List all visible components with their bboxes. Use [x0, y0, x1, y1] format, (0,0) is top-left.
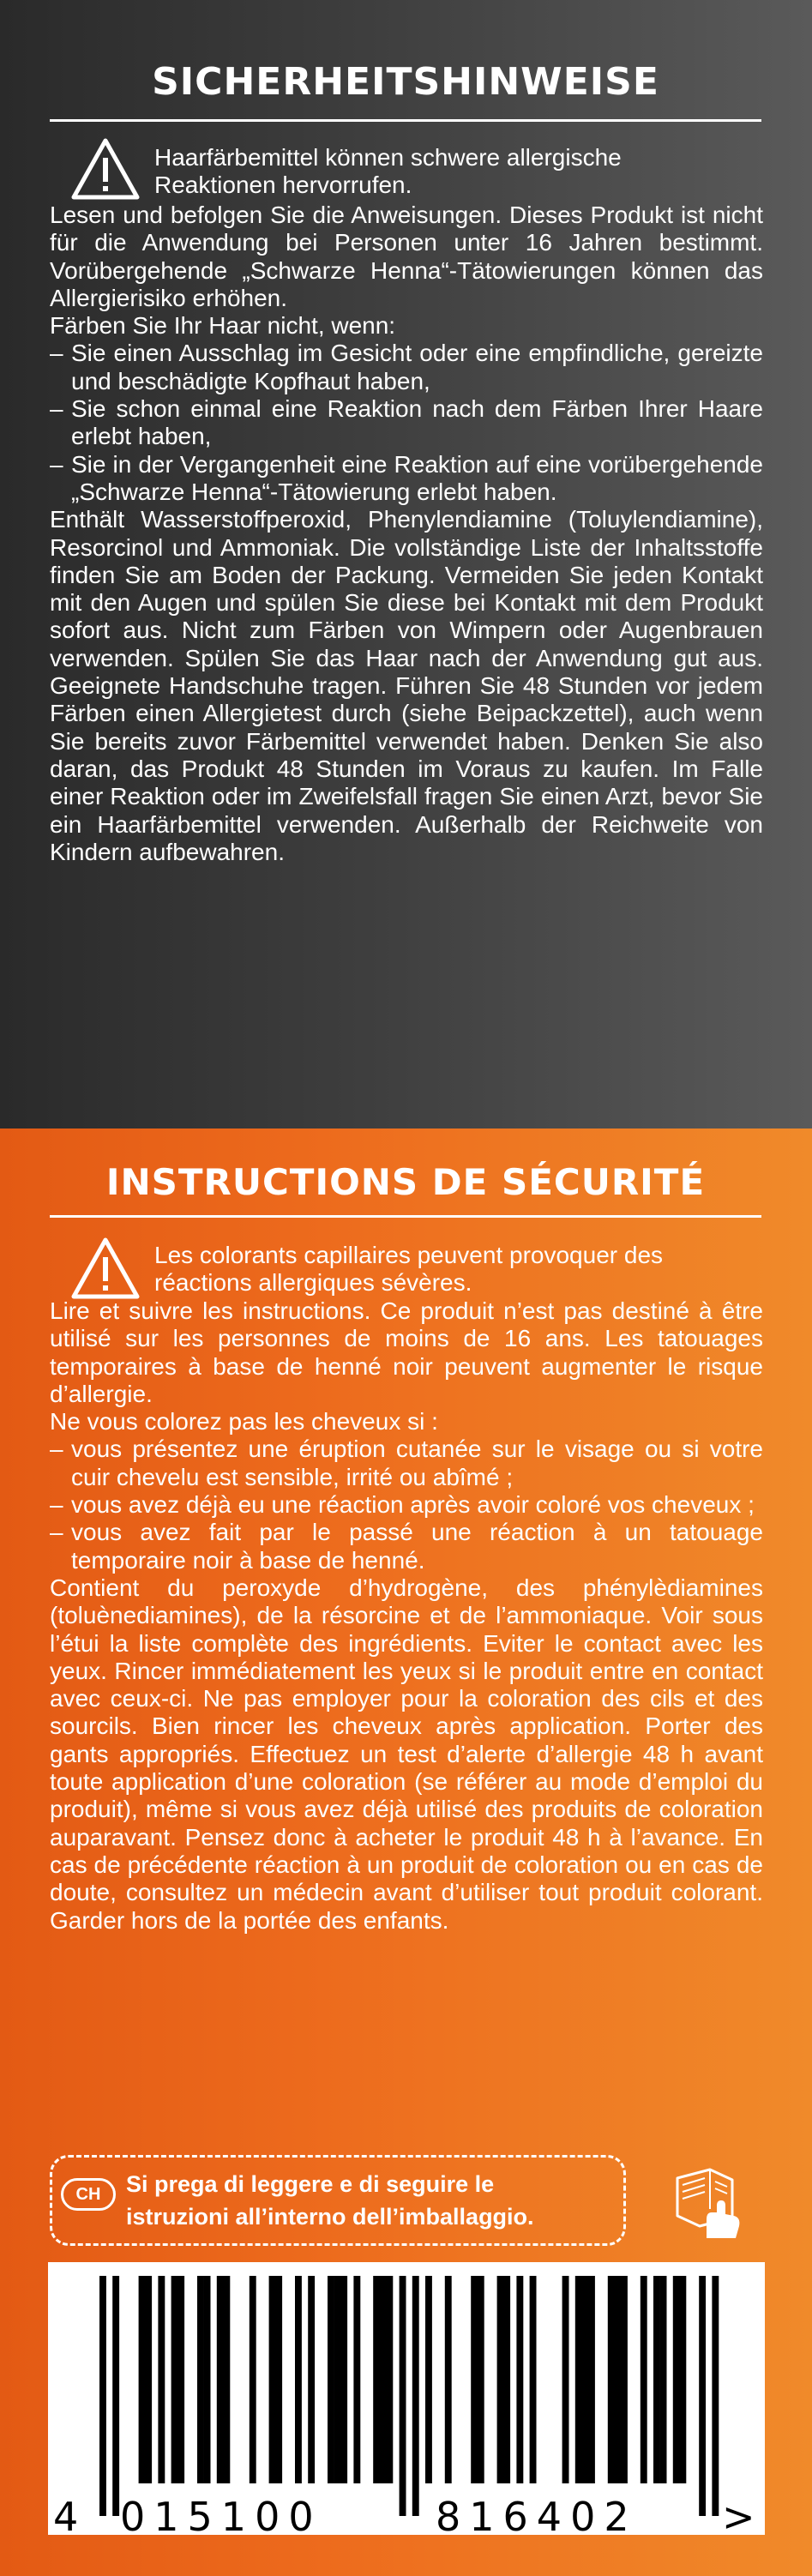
list-item: – Sie in der Vergangenheit eine Reaktion auf eine vorübergehende „Schwarze Henna“-Tätowierung erlebt haben.	[50, 451, 763, 507]
barcode-bar	[400, 2276, 406, 2516]
barcode-bar	[588, 2276, 595, 2483]
barcode-bar	[614, 2276, 621, 2483]
ch-country-badge: CH	[61, 2178, 116, 2211]
barcode-bar	[223, 2276, 230, 2483]
french-conditions	[50, 1435, 763, 1574]
barcode-bar	[712, 2276, 719, 2516]
italian-note-line: istruzioni all’interno dell’imballaggio.	[126, 2204, 534, 2230]
barcode-bar	[660, 2276, 667, 2483]
french-details: Contient du peroxyde d’hydrogène, des phénylèdiamines (toluènediamines), de la résorcine et de l’ammoniaque. Voir sous l’étui la liste complète des ingrédients. Eviter le contact avec les yeux. Rincer immédiatement les yeux si le produit entre en contact avec ceux-ci. Ne pas employer pour la coloration des cils et des sourcils. Bien rincer les cheveux après application. Porter des gants appropriés. Effectuez un test d’alerte d’allergie 48 h avant toute application d’une coloration (se référer au mode d’emploi du produit), même si vous avez déjà utilisé des produits de coloration auparavant. Pensez donc à acheter le produit 48 h à l’avance. En cas de précédente réaction à un produit de coloration ou en cas de doute, consultez un médecin avant d’utiliser tout produit colorant. Garder hors de la portée des enfants.	[50, 1574, 763, 1934]
barcode-bar	[139, 2276, 146, 2483]
barcode-bar	[673, 2276, 680, 2483]
barcode-bar	[145, 2276, 152, 2483]
warning-triangle-icon	[70, 1237, 141, 1300]
italian-note-box	[50, 2155, 626, 2246]
barcode-bar	[269, 2276, 276, 2483]
barcode-left-group: 015100	[120, 2494, 322, 2540]
heading-rule	[50, 1215, 761, 1218]
barcode-bar	[621, 2276, 628, 2483]
barcode-bar	[478, 2276, 484, 2483]
french-body	[50, 1297, 763, 1935]
barcode-bar	[334, 2276, 341, 2483]
barcode-bar	[581, 2276, 588, 2483]
italian-note-text	[126, 2168, 623, 2233]
list-item: – vous avez fait par le passé une réaction à un tatouage temporaire noir à base de henné.	[50, 1519, 763, 1574]
barcode-bar	[295, 2276, 302, 2483]
german-details: Enthält Wasserstoffperoxid, Phenylendiamine (Toluylendiamine), Resorcinol und Ammoniak. Die vollständige Liste der Inhaltsstoffe finden Sie am Boden der Packung. Vermeiden Sie jeden Kontakt mit den Augen und spülen Sie diese bei Kontakt mit dem Produkt sofort aus. Nicht zum Färben von Wimpern oder Augenbrauen verwenden. Spülen Sie das Haar nach der Anwendung gut aus. Geeignete Handschuhe tragen. Führen Sie 48 Stunden vor jedem Färben einen Allergietest durch (siehe Beipackzettel), auch wenn Sie bereits zuvor Färbemittel verwendet haben. Denken Sie also daran, das Produkt 48 Stunden im Voraus zu kaufen. Im Falle einer Reaktion oder im Zweifelsfall fragen Sie einen Arzt, bevor Sie ein Haarfärbemittel verwenden. Außerhalb der Reichweite von Kindern aufbewahren.	[50, 506, 763, 865]
barcode-bar	[497, 2276, 504, 2483]
barcode-bar	[275, 2276, 282, 2483]
german-intro: Lesen und befolgen Sie die Anweisungen. Dieses Produkt ist nicht für die Anwendung bei Personen unter 16 Jahren bestimmt. Vorübergehende „Schwarze Henna“-Tätowierungen können das Allergierisiko erhöhen.	[50, 202, 763, 311]
list-item: – vous avez déjà eu une réaction après avoir coloré vos cheveux ;	[50, 1491, 763, 1519]
barcode-bar	[608, 2276, 615, 2483]
barcode-bar	[471, 2276, 478, 2483]
heading-rule	[50, 119, 761, 122]
barcode-bar	[353, 2276, 360, 2483]
barcode-bar	[171, 2276, 178, 2483]
barcode-bar	[308, 2276, 315, 2483]
barcode-bar	[562, 2276, 569, 2483]
barcode-bar	[679, 2276, 686, 2483]
barcode-bar	[197, 2276, 204, 2483]
barcode-quiet-zone-mark: >	[722, 2494, 755, 2540]
barcode	[48, 2262, 765, 2540]
barcode-bar	[641, 2276, 647, 2483]
barcode-bar	[158, 2276, 165, 2483]
barcode-bar	[99, 2276, 106, 2516]
barcode-bar	[217, 2276, 224, 2483]
barcode-bar	[425, 2276, 432, 2483]
barcode-bar	[250, 2276, 256, 2483]
barcode-bar	[530, 2276, 537, 2483]
barcode-bar	[340, 2276, 347, 2483]
barcode-bar	[204, 2276, 211, 2483]
barcode-bar	[412, 2276, 419, 2516]
french-heading: INSTRUCTIONS DE SÉCURITÉ	[105, 1161, 706, 1203]
barcode-bar	[699, 2276, 706, 2516]
list-item: – Sie einen Ausschlag im Gesicht oder eine empfindliche, gereizte und beschädigte Kopfhaut haben,	[50, 340, 763, 395]
french-intro: Lire et suivre les instructions. Ce produit n’est pas destiné à être utilisé sur les personnes de moins de 16 ans. Les tatouages temporaires à base de henné noir peuvent augmenter le risque d’allergie.	[50, 1297, 763, 1407]
barcode-bar	[380, 2276, 387, 2483]
barcode-bar	[575, 2276, 582, 2483]
barcode-bar	[516, 2276, 523, 2483]
barcode-bar	[373, 2276, 380, 2483]
list-item: – vous présentez une éruption cutanée sur le visage ou si votre cuir chevelu est sensible, irrité ou abîmé ;	[50, 1435, 763, 1491]
german-heading: SICHERHEITSHINWEISE	[152, 60, 659, 104]
german-warning-text: Haarfärbemittel können schwere allergische Reaktionen hervorrufen.	[154, 144, 622, 198]
german-conditions	[50, 340, 763, 506]
barcode-bar	[328, 2276, 334, 2483]
barcode-bar	[177, 2276, 184, 2483]
german-body	[50, 202, 763, 866]
barcode-first-digit: 4	[53, 2494, 79, 2540]
german-section	[0, 0, 812, 1129]
french-warning-text: Les colorants capillaires peuvent provoquer des réactions allergiques sévères.	[154, 1242, 664, 1296]
barcode-bar	[653, 2276, 660, 2483]
barcode-bar	[112, 2276, 119, 2516]
warning-triangle-icon	[70, 137, 141, 201]
italian-note-line: Si prega di leggere e di seguire le	[126, 2171, 495, 2197]
list-item: – Sie schon einmal eine Reaktion nach dem Färben Ihrer Haare erlebt haben,	[50, 395, 763, 451]
german-condition-lead: Färben Sie Ihr Haar nicht, wenn:	[50, 312, 396, 340]
barcode-bar	[445, 2276, 452, 2483]
read-instructions-icon	[672, 2166, 744, 2240]
barcode-bar	[503, 2276, 510, 2483]
barcode-right-group: 816402	[436, 2494, 638, 2540]
barcode-bar	[386, 2276, 393, 2483]
french-condition-lead: Ne vous colorez pas les cheveux si :	[50, 1408, 438, 1435]
